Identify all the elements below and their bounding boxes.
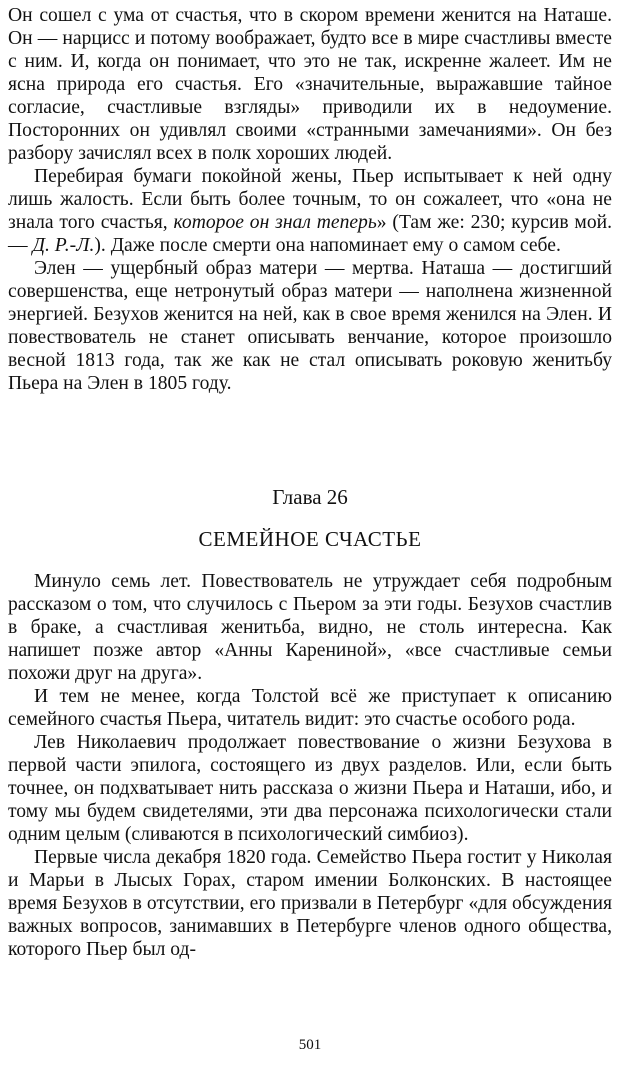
paragraph-top-2: [8, 165, 612, 257]
paragraph-bottom-4: Первые числа декабря 1820 года. Семейство Пьера гостит у Николая и Марьи в Лысых Горах, старом имении Болконских. В настоящее время Безухов в отсутствии, его призвали в Петербург «для обсуждения важных вопросов, занимавших в Петербурге членов одного общества, которого Пьер был од-: [8, 847, 612, 960]
chapter-title: СЕМЕЙНОЕ СЧАСТЬЕ: [198, 527, 422, 551]
paragraph-bottom-3: Лев Николаевич продолжает повествование о жизни Безухова в первой части эпилога, состоящего из двух разделов. Или, если быть точнее, он подхватывает нить рассказа о жизни Пьера и Наташи, ибо, и тому мы будем свидетелями, эти два персонажа психологически стали одним целым (сливаются в психологический симбиоз).: [8, 732, 612, 845]
paragraph-bottom-2: И тем не менее, когда Толстой всё же приступает к описанию семейного счастья Пьера, читатель видит: это счастье особого рода.: [8, 686, 612, 730]
page-number: 501: [298, 1037, 322, 1053]
text-block-top: [8, 4, 612, 395]
text-block-bottom: [8, 570, 612, 961]
paragraph-top-2-text-c: ). Даже после смерти она напоминает ему о самом себе.: [94, 235, 561, 256]
paragraph-top-3: Элен — ущербный образ матери — мертва. Наташа — достигший совершенства, еще нетронутый образ матери — наполнена жизненной энергией. Безухов женится на ней, как в свое время женился на Элен. И повествователь не станет описывать венчание, которое произошло весной 1813 года, так же как не стал описывать роковую женитьбу Пьера на Элен в 1805 году.: [8, 258, 612, 394]
chapter-number: Глава 26: [272, 485, 348, 509]
author-initials: Д. Р.-Л.: [32, 235, 95, 256]
paragraph-top-1: Он сошел с ума от счастья, что в скором времени женится на Наташе. Он — нарцисс и потому воображает, будто все в мире счастливы вместе с ним. И, когда он понимает, что это не так, искренне жалеет. Им не ясна природа его счастья. Его «значительные, выражавшие тайное согласие, счастливые взгляды» приводили их в недоумение. Посторонних он удивлял своими «странными замечаниями». Он без разбору зачислял всех в полк хороших людей.: [8, 5, 612, 164]
paragraph-top-2-text-a: Перебирая бумаги покойной жены, Пьер испытывает к ней одну лишь жалость. Если быть более точным, то он сожалеет, что «она не знала того счастья,: [8, 166, 612, 233]
paragraph-bottom-1: Минуло семь лет. Повествователь не утруждает себя подробным рассказом о том, что случилось с Пьером за эти годы. Безухов счастлив в браке, а счастливая женитьба, видно, не столь интересна. Как напишет позже автор «Анны Карениной», «все счастливые семьи похожи друг на друга».: [8, 571, 612, 684]
italic-quote: которое он знал теперь: [173, 212, 377, 233]
paragraph-top-2-text-b: » (Там же: 230; курсив мой. —: [8, 212, 612, 256]
